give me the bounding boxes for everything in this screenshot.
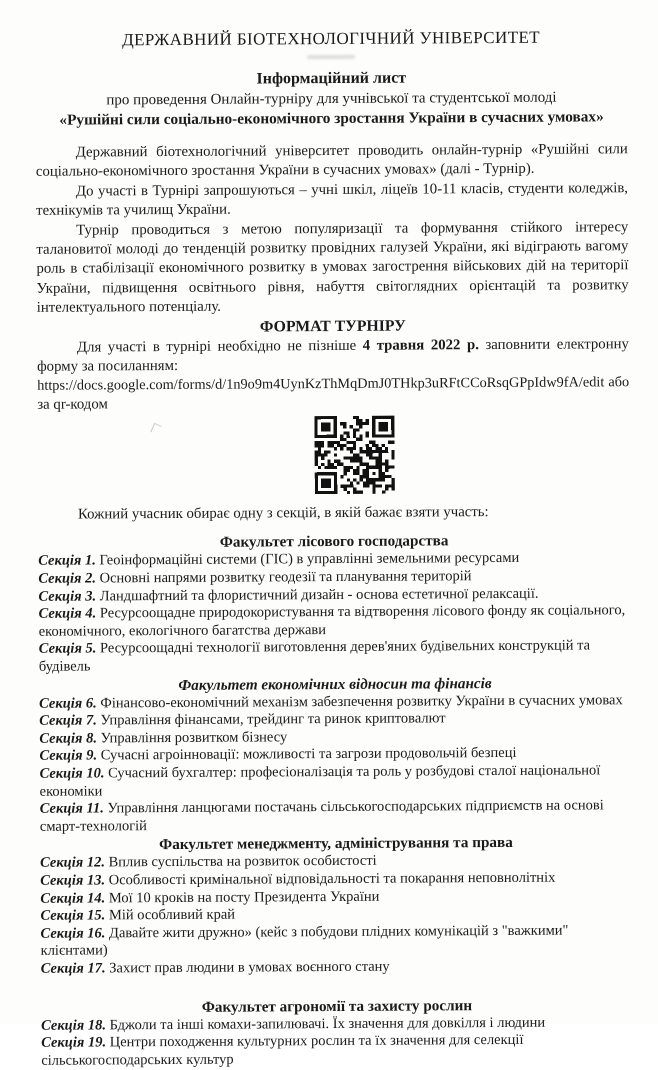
- section-label: Секція 6.: [39, 695, 97, 712]
- deadline-date: 4 травня 2022 р.: [362, 336, 479, 354]
- section-label: Секція 9.: [39, 747, 98, 765]
- section-label: Секція 18.: [41, 1016, 107, 1034]
- section-text: Ландшафтний та флористичний дизайн - основа естетичної релаксації.: [99, 585, 539, 605]
- section-label: Секція 17.: [40, 960, 106, 977]
- section-text: Захист прав людини в умовах воєнного стану: [109, 958, 390, 977]
- faculty-forestry: [38, 531, 631, 677]
- section-line: [39, 638, 631, 677]
- section-line: [40, 869, 632, 890]
- section-label: Секція 4.: [38, 605, 97, 623]
- section-line: [39, 602, 631, 641]
- section-text: Управління розвитком бізнесу: [100, 729, 288, 747]
- section-text: Ресурсоощадне природокористування та відтворення лісового фонду як соціального, економічного, екологічного багатства держави: [38, 602, 626, 640]
- paragraph-purpose: Турнір проводиться з метою популяризації та формування стійкого інтересу талановитої молоді до тенденцій розвитку провідних галузей України, які відіграють вагому роль в стабілізації економічного розвитку в умовах загострення військових дій на території України, підвищення освітнього рівня, набуття світоглядних орієнтацій та розвитку інтелектуального потенціалу.: [36, 218, 629, 317]
- section-text: Управління фінансами, трейдинг та ринок криптовалют: [100, 710, 446, 729]
- or-label: або: [608, 374, 630, 391]
- qr-code: [314, 416, 394, 494]
- deadline-suffix: заповнити електронну форму за посиланням:: [37, 335, 629, 375]
- deadline-paragraph: [37, 335, 629, 377]
- section-label: Секція 10.: [39, 765, 105, 782]
- section-label: Секція 3.: [38, 588, 97, 605]
- section-text: Управління ланцюгами постачань сільськогосподарських підприємств на основі смарт-технологій: [39, 797, 604, 835]
- section-text: Мої 10 кроків на посту Президента України: [108, 888, 380, 906]
- registration-link[interactable]: https://docs.google.com/forms/d/1n9o9m4UynKzThMqDmJ0THkp3uRFtCCoRsqGPpIdw9fA/edit: [37, 374, 605, 395]
- section-label: Секція 14.: [40, 889, 106, 907]
- section-label: Секція 12.: [40, 854, 106, 872]
- deadline-prefix: Для участі в турнірі необхідно не пізніше: [76, 337, 363, 356]
- faculty-economics: [39, 673, 632, 836]
- section-label: Секція 11.: [39, 800, 104, 817]
- section-text: Мій особливий край: [108, 906, 236, 924]
- section-text: Вплив суспільства на розвиток особистості: [108, 853, 377, 871]
- faculty-heading: Факультет економічних відносин та фінансів: [178, 674, 492, 694]
- section-text: Сучасний бухгалтер: професіоналізація та роль у розбудові сталої національної економіки: [39, 762, 601, 800]
- section-label: Секція 19.: [41, 1034, 107, 1051]
- faculty-heading: Факультет лісового господарства: [219, 532, 449, 552]
- paragraph-intro: Державний біотехнологічний університет проводить онлайн-турнір «Рушійні сили соціально-економічного зростання України в сучасних умовах» (далі - Турнір).: [35, 141, 628, 181]
- faculty-heading: Факультет агрономії та захисту рослин: [201, 996, 473, 1016]
- section-text: Ресурсоощадні технології виготовлення дерев'яних будівельних конструкцій та будівель: [38, 637, 591, 675]
- section-text: Сучасні агроінновації: можливості та загрози продовольчій безпеці: [100, 745, 517, 764]
- section-text: Особливості кримінальної відповідальності та покарання неповнолітніх: [108, 869, 556, 889]
- section-label: Секція 8.: [39, 730, 98, 747]
- section-line: [41, 1014, 633, 1035]
- section-text: Давайте жити дружно» (кейс з побудови плідних комунікацій з "важкими" клієнтами): [40, 922, 569, 960]
- qr-label: за qr-кодом: [37, 396, 108, 414]
- section-label: Секція 1.: [38, 552, 96, 570]
- faculty-agronomy: [41, 995, 633, 1070]
- section-text: Основні напрями розвитку геодезії та планування територій: [99, 568, 472, 587]
- qr-code-wrap: [58, 415, 650, 502]
- section-line: [41, 957, 633, 978]
- section-line: [40, 762, 632, 801]
- registration-link-row: [37, 374, 629, 397]
- doc-theme: «Рушійні сили соціально-економічного зростання України в сучасних умовах»: [59, 108, 604, 129]
- format-heading: ФОРМАТ ТУРНІРУ: [259, 317, 406, 336]
- section-text: Геоінформаційні системи (ГІС) в управлінні земельними ресурсами: [99, 550, 520, 569]
- paragraph-participants: До участі в Турнірі запрошуються – учні шкіл, ліцеїв 10-11 класів, студенти коледжів, технікумів та училищ України.: [36, 180, 629, 220]
- section-text: Фінансово-економічний механізм забезпечення розвитку України в сучасних умовах: [100, 691, 623, 712]
- section-label: Секція 7.: [39, 712, 97, 730]
- choose-section-line: Кожний учасник обирає одну з секцій, в якій бажає взяти участь:: [77, 504, 489, 524]
- doc-subtitle: про проведення Онлайн-турніру для учнівської та студентської молоді: [106, 89, 557, 109]
- section-line: [41, 1031, 633, 1070]
- section-label: Секція 16.: [40, 925, 106, 942]
- section-label: Секція 13.: [40, 872, 106, 889]
- section-label: Секція 2.: [38, 570, 97, 587]
- section-label: Секція 15.: [40, 907, 106, 924]
- scan-smudge: [307, 55, 355, 59]
- university-title: ДЕРЖАВНИЙ БІОТЕХНОЛОГІЧНИЙ УНІВЕРСИТЕТ: [122, 27, 541, 50]
- section-line: [40, 797, 632, 836]
- document-content: [35, 26, 633, 1070]
- faculty-heading: Факультет менеджменту, адміністрування та права: [159, 834, 513, 854]
- section-label: Секція 5.: [38, 640, 97, 658]
- section-text: Бджоли та інші комахи-запилювачі. Їх значення для довкілля і людини: [109, 1014, 546, 1033]
- faculty-management: [40, 833, 633, 979]
- section-text: Центри походження культурних рослин та їх значення для селекції сільськогосподарських культур: [41, 1031, 524, 1069]
- doc-title: Інформаційний лист: [256, 69, 407, 88]
- section-line: [40, 922, 632, 961]
